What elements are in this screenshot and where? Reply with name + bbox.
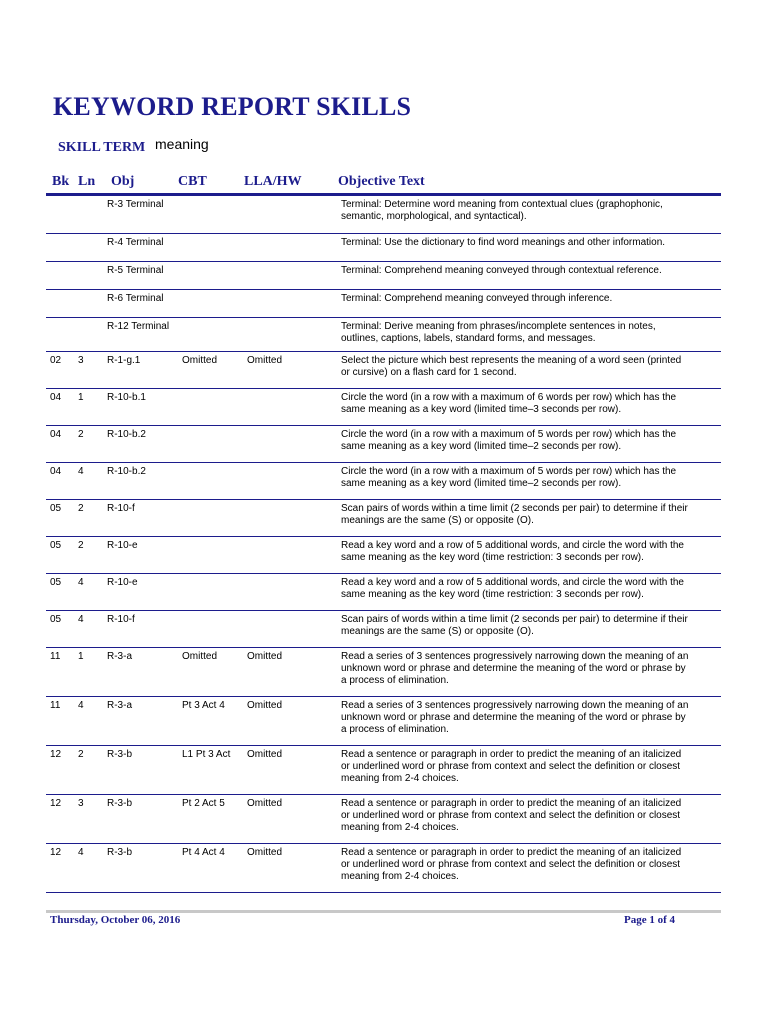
row-ln: 3: [78, 355, 84, 366]
row-lla-hw: Omitted: [247, 847, 283, 858]
row-objective-text: Read a key word and a row of 5 additional words, and circle the word with the same meaning as the key word (time restriction: 3 seconds per row).: [341, 540, 684, 563]
table-row: [46, 537, 721, 574]
table-row: [46, 262, 721, 290]
footer-divider: [46, 910, 721, 913]
row-cbt: Omitted: [182, 651, 218, 662]
row-bk: 12: [50, 847, 62, 858]
row-obj: R-10-e: [107, 577, 138, 588]
footer-date: Thursday, October 06, 2016: [50, 914, 181, 926]
row-ln: 4: [78, 466, 84, 477]
row-bk: 11: [50, 700, 61, 711]
table-row: [46, 389, 721, 426]
header-obj: Obj: [111, 174, 135, 189]
row-obj: R-12 Terminal: [107, 321, 170, 332]
row-lla-hw: Omitted: [247, 355, 283, 366]
row-lla-hw: Omitted: [247, 651, 283, 662]
row-bk: 11: [50, 651, 61, 662]
table-row: [46, 290, 721, 318]
table-row: [46, 318, 721, 352]
row-objective-text: Read a sentence or paragraph in order to predict the meaning of an italicized or underlined word or phrase from context and select the definition or closest meaning from 2-4 choices.: [341, 798, 682, 833]
skill-term-label: SKILL TERM: [58, 140, 146, 155]
row-cbt: L1 Pt 3 Act: [182, 749, 231, 760]
row-ln: 2: [78, 503, 84, 514]
row-lla-hw: Omitted: [247, 749, 283, 760]
table-row: [46, 574, 721, 611]
row-ln: 4: [78, 847, 84, 858]
row-obj: R-3-a: [107, 700, 133, 711]
row-objective-text: Terminal: Comprehend meaning conveyed through inference.: [341, 293, 613, 304]
objectives-table: [46, 196, 721, 893]
row-objective-text: Circle the word (in a row with a maximum of 6 words per row) which has the same meaning as a key word (limited time–3 seconds per row).: [341, 392, 677, 415]
row-obj: R-10-f: [107, 503, 135, 514]
row-ln: 2: [78, 429, 84, 440]
table-row: [46, 611, 721, 648]
row-obj: R-3-b: [107, 749, 133, 760]
page-title: KEYWORD REPORT SKILLS: [53, 92, 412, 121]
table-row: [46, 746, 721, 795]
row-obj: R-10-e: [107, 540, 138, 551]
row-objective-text: Read a sentence or paragraph in order to predict the meaning of an italicized or underlined word or phrase from context and select the definition or closest meaning from 2-4 choices.: [341, 847, 682, 882]
header-lla-hw: LLA/HW: [244, 174, 302, 189]
header-bk: Bk: [52, 174, 70, 189]
table-row: [46, 844, 721, 893]
skill-term-value: meaning: [155, 136, 209, 152]
row-bk: 05: [50, 540, 62, 551]
row-obj: R-3 Terminal: [107, 199, 164, 210]
row-bk: 12: [50, 798, 62, 809]
row-cbt: Omitted: [182, 355, 218, 366]
row-obj: R-6 Terminal: [107, 293, 164, 304]
row-lla-hw: Omitted: [247, 798, 283, 809]
row-objective-text: Read a series of 3 sentences progressively narrowing down the meaning of an unknown word or phrase and determine the meaning of the word or phrase by a process of elimination.: [341, 700, 689, 735]
header-ln: Ln: [78, 174, 96, 189]
row-obj: R-3-a: [107, 651, 133, 662]
row-bk: 02: [50, 355, 62, 366]
row-objective-text: Read a sentence or paragraph in order to predict the meaning of an italicized or underlined word or phrase from context and select the definition or closest meaning from 2-4 choices.: [341, 749, 682, 784]
row-obj: R-4 Terminal: [107, 237, 164, 248]
row-obj: R-1-g.1: [107, 355, 141, 366]
row-obj: R-10-b.2: [107, 466, 146, 477]
table-row: [46, 352, 721, 389]
row-obj: R-3-b: [107, 798, 133, 809]
row-objective-text: Circle the word (in a row with a maximum of 5 words per row) which has the same meaning as a key word (limited time–2 seconds per row).: [341, 429, 677, 452]
row-ln: 4: [78, 577, 84, 588]
row-ln: 2: [78, 749, 84, 760]
row-ln: 2: [78, 540, 84, 551]
row-objective-text: Read a key word and a row of 5 additional words, and circle the word with the same meaning as the key word (time restriction: 3 seconds per row).: [341, 577, 684, 600]
table-row: [46, 500, 721, 537]
row-ln: 4: [78, 614, 84, 625]
row-bk: 12: [50, 749, 62, 760]
row-objective-text: Read a series of 3 sentences progressively narrowing down the meaning of an unknown word or phrase and determine the meaning of the word or phrase by a process of elimination.: [341, 651, 689, 686]
table-row: [46, 196, 721, 234]
row-objective-text: Select the picture which best represents the meaning of a word seen (printed or cursive) on a flash card for 1 second.: [341, 355, 682, 378]
row-bk: 05: [50, 614, 62, 625]
row-lla-hw: Omitted: [247, 700, 283, 711]
row-objective-text: Scan pairs of words within a time limit (2 seconds per pair) to determine if their meanings are the same (S) or opposite (O).: [341, 614, 688, 637]
row-objective-text: Terminal: Comprehend meaning conveyed through contextual reference.: [341, 265, 662, 276]
row-bk: 04: [50, 392, 62, 403]
row-objective-text: Terminal: Determine word meaning from contextual clues (graphophonic, semantic, morphological, and syntactical).: [341, 199, 663, 222]
row-objective-text: Terminal: Derive meaning from phrases/incomplete sentences in notes, outlines, captions, labels, standard forms, and messages.: [341, 321, 656, 344]
row-obj: R-5 Terminal: [107, 265, 164, 276]
row-obj: R-10-f: [107, 614, 135, 625]
table-row: [46, 463, 721, 500]
header-cbt: CBT: [178, 174, 207, 189]
row-cbt: Pt 2 Act 5: [182, 798, 225, 809]
row-bk: 04: [50, 429, 62, 440]
row-obj: R-10-b.2: [107, 429, 146, 440]
row-objective-text: Terminal: Use the dictionary to find word meanings and other information.: [341, 237, 666, 248]
footer-page-number: Page 1 of 4: [623, 914, 675, 926]
table-row: [46, 234, 721, 262]
header-objective-text: Objective Text: [338, 174, 425, 189]
row-obj: R-10-b.1: [107, 392, 146, 403]
row-objective-text: Circle the word (in a row with a maximum of 5 words per row) which has the same meaning as a key word (limited time–2 seconds per row).: [341, 466, 677, 489]
table-row: [46, 426, 721, 463]
row-ln: 1: [78, 651, 84, 662]
row-cbt: Pt 4 Act 4: [182, 847, 225, 858]
row-bk: 05: [50, 503, 62, 514]
row-objective-text: Scan pairs of words within a time limit (2 seconds per pair) to determine if their meanings are the same (S) or opposite (O).: [341, 503, 688, 526]
row-bk: 05: [50, 577, 62, 588]
row-ln: 1: [78, 392, 84, 403]
row-obj: R-3-b: [107, 847, 133, 858]
row-ln: 4: [78, 700, 84, 711]
row-ln: 3: [78, 798, 84, 809]
row-bk: 04: [50, 466, 62, 477]
table-row: [46, 795, 721, 844]
row-cbt: Pt 3 Act 4: [182, 700, 225, 711]
table-row: [46, 697, 721, 746]
table-row: [46, 648, 721, 697]
